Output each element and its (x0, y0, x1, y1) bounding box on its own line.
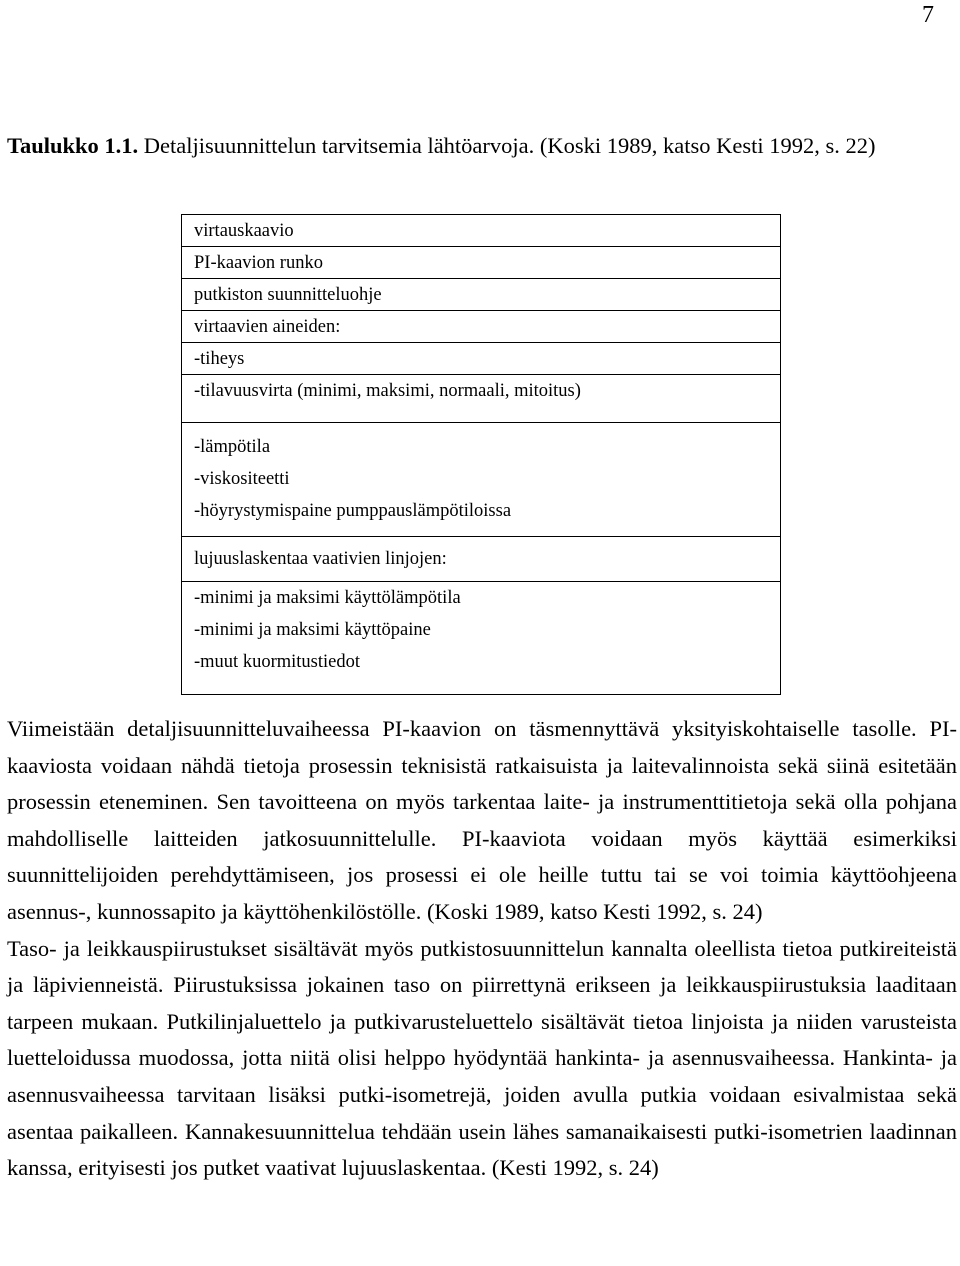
table-row (182, 279, 780, 311)
table-cell-line: -tilavuusvirta (minimi, maksimi, normaali, mitoitus) (194, 381, 581, 401)
table-cell-line: putkiston suunnitteluohje (194, 285, 382, 305)
paragraph: Taso- ja leikkauspiirustukset sisältävät myös putkistosuunnittelun kannalta oleellista tietoa putkireiteistä ja läpivienneistä. Piirustuksissa jokainen taso on piirrettynä erikseen ja leikkauspiirustuksia laaditaan tarpeen mukaan. Putkilinjaluettelo ja putkivarusteluettelo sisältävät tietoa linjoista ja niiden varusteista luetteloidussa muodossa, jotta niitä olisi helppo hyödyntää hankinta- ja asennusvaiheessa. Hankinta- ja asennusvaiheessa tarvitaan lisäksi putki-isometrejä, joiden avulla putkia voidaan esivalmistaa sekä asentaa paikalleen. Kannakesuunnittelua tehdään usein lähes samanaikaisesti putki-isometrien laadinnan kanssa, erityisesti jos putket vaativat lujuuslaskentaa. (Kesti 1992, s. 24) (7, 935, 957, 1181)
table-row (182, 537, 780, 582)
table-row (182, 215, 780, 247)
table-cell-line: PI-kaavion runko (194, 253, 323, 273)
table-cell-line: -minimi ja maksimi käyttöpaine (194, 620, 431, 640)
page-number: 7 (922, 2, 934, 28)
input-values-table (181, 214, 781, 695)
table-row (182, 423, 780, 537)
table-row (182, 311, 780, 343)
table-row (182, 343, 780, 375)
table-cell-line: -muut kuormitustiedot (194, 652, 360, 672)
table-cell-line: -viskositeetti (194, 469, 290, 489)
table-cell-line: -höyrystymispaine pumppauslämpötiloissa (194, 501, 512, 521)
caption-text: Detaljisuunnittelun tarvitsemia lähtöarvoja. (Koski 1989, katso Kesti 1992, s. 22) (143, 133, 876, 158)
table-cell-line: virtauskaavio (194, 221, 294, 241)
table-row (182, 247, 780, 279)
table-cell-line: -tiheys (194, 349, 245, 369)
caption-label: Taulukko 1.1. (7, 133, 139, 158)
table-caption (7, 129, 957, 163)
table-row (182, 375, 780, 423)
body-text (7, 711, 957, 1187)
table-row (182, 582, 780, 694)
paragraph: Viimeistään detaljisuunnitteluvaiheessa PI-kaavion on täsmennyttävä yksityiskohtaiselle tasolle. PI-kaaviosta voidaan nähdä tietoja prosessin teknisistä ratkaisuista ja laitevalinnoista sekä siinä esitetään prosessin eteneminen. Sen tavoitteena on myös tarkentaa laite- ja instrumenttitietoja sekä olla pohjana mahdolliselle laitteiden jatkosuunnittelulle. PI-kaaviota voidaan myös käyttää esimerkiksi suunnittelijoiden perehdyttämiseen, jos prosessi ei ole heille tuttu tai se voi toimia käyttöohjeena asennus-, kunnossapito ja käyttöhenkilöstölle. (Koski 1989, katso Kesti 1992, s. 24) (7, 716, 957, 924)
table-cell-line: lujuuslaskentaa vaativien linjojen: (194, 549, 447, 569)
table-cell-line: virtaavien aineiden: (194, 317, 341, 337)
table-cell-line: -lämpötila (194, 437, 271, 457)
table-cell-line: -minimi ja maksimi käyttölämpötila (194, 588, 461, 608)
